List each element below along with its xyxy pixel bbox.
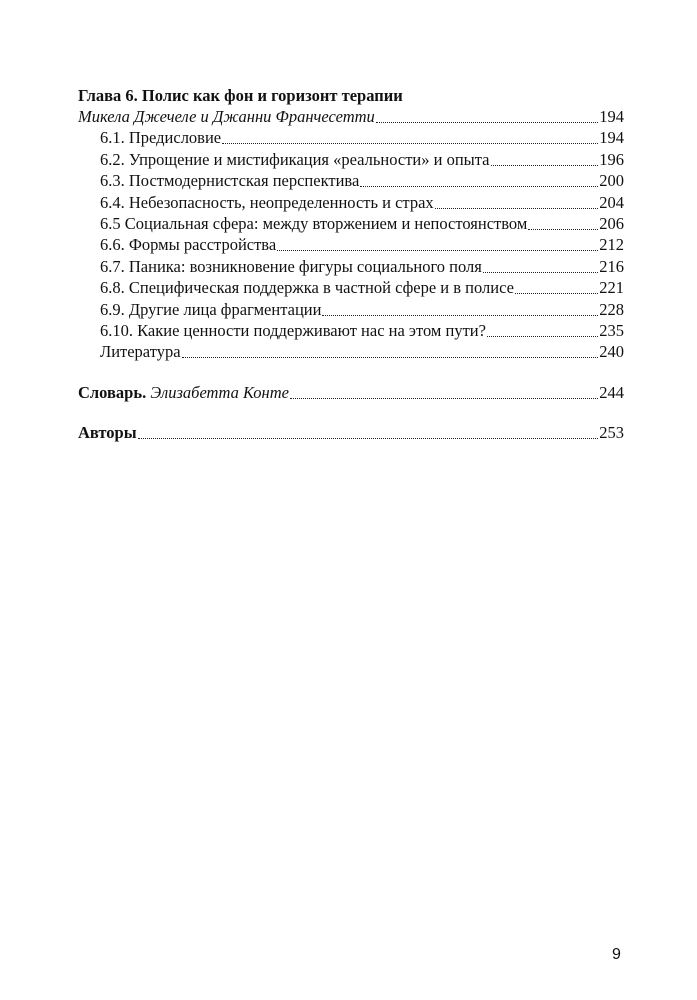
- dot-leader: [222, 129, 598, 144]
- dot-leader: [515, 279, 598, 294]
- toc-entry-page: 196: [599, 149, 624, 169]
- dot-leader: [182, 343, 599, 358]
- dot-leader: [360, 172, 598, 187]
- toc-entry-page: 204: [599, 192, 624, 212]
- toc-entry: [78, 214, 624, 235]
- toc-entry-label: 6.8. Специфическая поддержка в частной сфере и в полисе: [100, 278, 514, 298]
- glossary-title: Словарь.: [78, 382, 147, 402]
- toc-entry-label: 6.2. Упрощение и мистификация «реальности» и опыта: [100, 149, 490, 169]
- toc-authors-entry: [78, 423, 624, 444]
- toc-entry: [78, 171, 624, 192]
- dot-leader: [528, 215, 598, 230]
- toc-entry-page: 194: [599, 128, 624, 148]
- toc-entry-label: Литература: [100, 342, 181, 362]
- toc-entry-label: 6.5 Социальная сфера: между вторжением и непостоянством: [100, 213, 528, 233]
- page-number: 9: [612, 946, 621, 963]
- toc-entry-label: 6.7. Паника: возникновение фигуры социального поля: [100, 256, 482, 276]
- toc-entry-label: Микела Джечеле и Джанни Франчесетти: [78, 107, 375, 126]
- toc-entry: [78, 321, 624, 342]
- toc-entry-page: 221: [599, 278, 624, 298]
- toc-entry-page: 212: [599, 235, 624, 255]
- dot-leader: [277, 236, 598, 251]
- toc-entry-page: 216: [599, 256, 624, 276]
- dot-leader: [435, 194, 599, 209]
- toc-entry-page: 194: [599, 107, 624, 126]
- dot-leader: [376, 108, 598, 123]
- dot-leader: [487, 322, 598, 337]
- dot-leader: [290, 384, 598, 399]
- toc-entry: [78, 278, 624, 299]
- toc-entry: [78, 257, 624, 278]
- toc-entry-page: 253: [599, 423, 624, 443]
- toc-entry-page: 206: [599, 213, 624, 233]
- toc-entry-label: 6.4. Небезопасность, неопределенность и страх: [100, 192, 434, 212]
- table-of-contents: [78, 86, 624, 444]
- chapter-title: Глава 6. Полис как фон и горизонт терапии: [78, 86, 403, 105]
- toc-entry: [78, 150, 624, 171]
- toc-entry-page: 235: [599, 320, 624, 340]
- toc-entry: [78, 300, 624, 321]
- dot-leader: [138, 424, 599, 439]
- toc-glossary-entry: [78, 383, 624, 404]
- toc-entry-label: 6.6. Формы расстройства: [100, 235, 277, 255]
- toc-entry: [78, 342, 624, 363]
- toc-entry-page: 200: [599, 171, 624, 191]
- toc-entry-label: Авторы: [78, 423, 137, 443]
- toc-entry: [78, 235, 624, 256]
- toc-entry-label: 6.10. Какие ценности поддерживают нас на этом пути?: [100, 320, 486, 340]
- toc-entry: [78, 193, 624, 214]
- dot-leader: [322, 301, 598, 316]
- toc-authors-line: [78, 107, 624, 128]
- toc-entry-page: 240: [599, 342, 624, 362]
- toc-entry-label: [78, 383, 289, 403]
- toc-entry-page: 228: [599, 299, 624, 319]
- toc-entry-label: 6.9. Другие лица фрагментации: [100, 299, 322, 319]
- dot-leader: [491, 151, 599, 166]
- toc-entry-label: 6.1. Предисловие: [100, 128, 222, 148]
- dot-leader: [483, 258, 598, 273]
- toc-entry-label: 6.3. Постмодернистская перспектива: [100, 171, 360, 191]
- glossary-author: Элизабетта Конте: [150, 382, 289, 402]
- toc-entry: [78, 128, 624, 149]
- toc-entry-page: 244: [599, 382, 624, 402]
